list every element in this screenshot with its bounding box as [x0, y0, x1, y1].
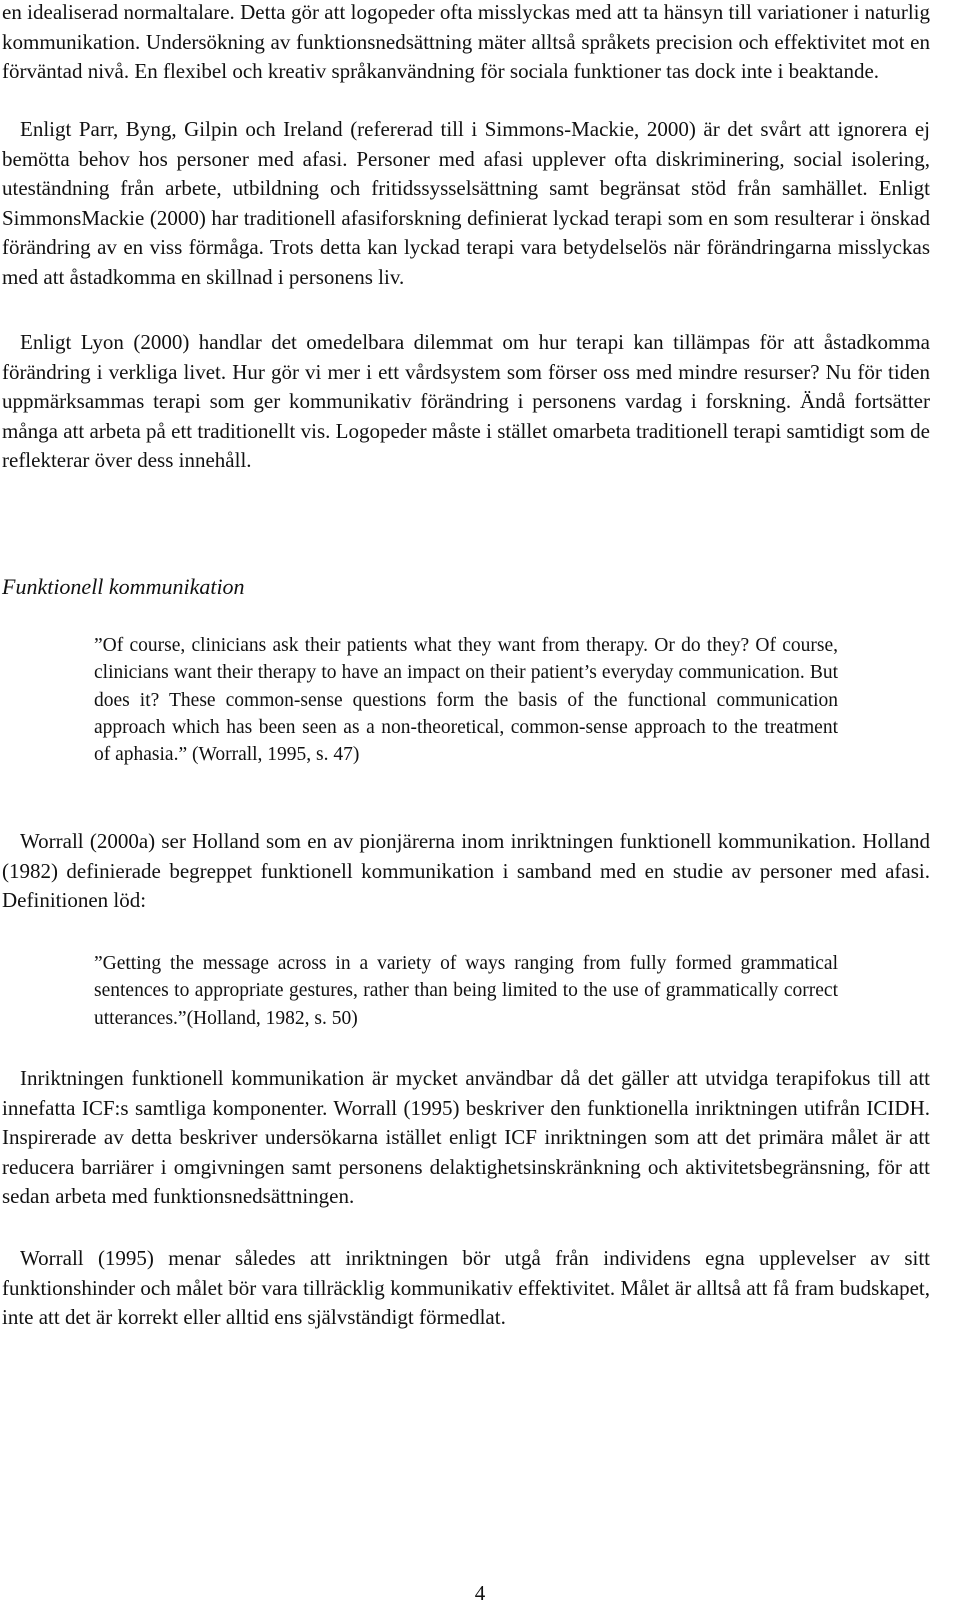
paragraph-intro-continuation: en idealiserad normaltalare. Detta gör att logopeder ofta misslyckas med att ta hänsyn till variationer i naturlig kommunikation. Undersökning av funktionsnedsättning mäter alltså språkets precision och effektivitet mot en förväntad nivå. En flexibel och kreativ språkanvändning för sociala funktioner tas dock inte i beaktande.	[2, 0, 930, 83]
block-quote-worrall: ”Of course, clinicians ask their patients what they want from therapy. Or do they? Of course, clinicians want their therapy to have an impact on their patient’s everyday communication. But does it? These common-sense questions form the basis of the functional communication approach which has been seen as a non-theoretical, common-sense approach to the treatment of aphasia.” (Worrall, 1995, s. 47)	[94, 635, 838, 766]
paragraph-real-life-dilemma: Enligt Lyon (2000) handlar det omedelbara dilemmat om hur terapi kan tillämpas för att åstadkomma förändring i verkliga livet. Hur gör vi mer i ett vårdsystem som förser oss med mindre resurser? Nu för tiden uppmärksammas terapi som ger kommunikativ förändring i personens vardag i forskning. Ändå fortsätter många att arbeta på ett traditionellt vis. Logopeder måste i stället omarbeta traditionell terapi samtidigt som de reflekterar över dess innehåll.	[2, 330, 930, 472]
block-quote-holland: ”Getting the message across in a variety of ways ranging from fully formed grammatical sentences to appropriate gestures, rather than being limited to the use of grammatically correct utterances.”(Holland, 1982, s. 50)	[94, 953, 838, 1029]
page-number: 4	[474, 1581, 486, 1605]
paragraph-holland-definition: Worrall (2000a) ser Holland som en av pionjärerna inom inriktningen funktionell kommunikation. Holland (1982) definierade begreppet funktionell kommunikation i samband med en studie av personer med afasi. Definitionen löd:	[2, 829, 930, 912]
paragraph-unmet-needs: Enligt Parr, Byng, Gilpin och Ireland (refererad till i Simmons-Mackie, 2000) är det svårt att ignorera ej bemötta behov hos personer med afasi. Personer med afasi upplever ofta diskriminering, social isolering, uteständning från arbete, utbildning och fritidssysselsättning samt begränsat stöd från samhället. Enligt SimmonsMackie (2000) har traditionell afasiforskning definierat lyckad terapi som en som resulterar i önskad förändring av en viss förmåga. Trots detta kan lyckad terapi vara betydelselös när förändringarna misslyckas med att åstadkomma en skillnad i personens liv.	[2, 117, 930, 289]
section-heading: Funktionell kommunikation	[2, 574, 245, 599]
paragraph-icf-approach: Inriktningen funktionell kommunikation är mycket användbar då det gäller att utvidga terapifokus till att innefatta ICF:s samtliga komponenter. Worrall (1995) beskriver den funktionella inriktningen utifrån ICIDH. Inspirerade av detta beskriver undersökarna istället enligt ICF inriktningen som att det primära målet är att reducera barriärer i omgivningen samt personens delaktighetsinskränkning och aktivitetsbegränsning, för att sedan arbeta med funktionsnedsättningen.	[2, 1066, 930, 1208]
paragraph-worrall-goal: Worrall (1995) menar således att inriktningen bör utgå från individens egna upplevelser av sitt funktionshinder och målet bör vara tillräcklig kommunikativ effektivitet. Målet är alltså att få fram budskapet, inte att det är korrekt eller alltid ens självständigt förmedlat.	[2, 1246, 930, 1329]
